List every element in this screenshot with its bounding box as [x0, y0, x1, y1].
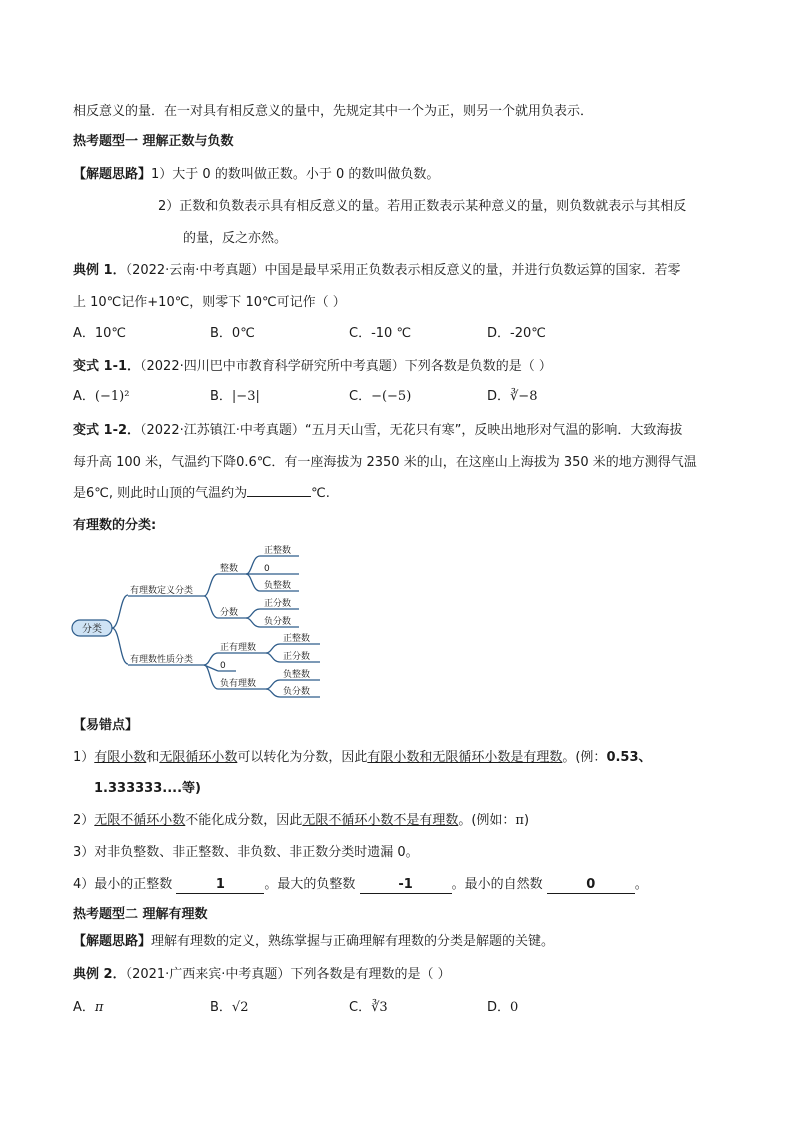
- pos-rational-label: 正有理数: [220, 643, 257, 653]
- smallest-natural-number-blank[interactable]: 0: [547, 877, 635, 894]
- tip-line-2a: 2）正数和负数表示具有相反意义的量。若用正数表示某种意义的量，则负数就表示与其相反: [158, 199, 687, 214]
- example-2-option-c[interactable]: [349, 999, 388, 1017]
- neg-rational-label: 负有理数: [220, 679, 257, 689]
- error-4-text-c: 。最小的自然数: [451, 877, 543, 892]
- example-1-option-b[interactable]: B．0℃: [210, 326, 255, 341]
- edge-root-prop: [112, 628, 128, 664]
- error-1-end: 。(例：: [562, 750, 607, 765]
- answer-blank[interactable]: [247, 496, 311, 497]
- option-letter: D．: [487, 1000, 511, 1015]
- pi-symbol: π: [515, 813, 524, 828]
- edge-root-def: [112, 595, 128, 628]
- error-2-conclusion: 无限不循环小数不是有理数: [302, 813, 459, 828]
- variant-1-1-label: 变式 1-1．: [73, 359, 141, 374]
- error-4-line: [73, 876, 648, 894]
- pos-frac-label: 正分数: [264, 599, 292, 609]
- example-1-line-a: [73, 262, 680, 280]
- error-1-line-a: [73, 749, 652, 767]
- option-math: ∛3: [371, 1000, 388, 1015]
- neg-int-b-label: 负整数: [283, 670, 311, 680]
- tip-label: 【解题思路】: [73, 167, 152, 182]
- neg-frac-label: 负分数: [264, 617, 292, 627]
- variant-1-2-label: 变式 1-2．: [73, 423, 141, 438]
- edge-fraction-pos: [246, 609, 260, 618]
- option-math: −(−5): [371, 389, 412, 404]
- error-2-close: ): [523, 813, 530, 828]
- pos-int-b-label: 正整数: [283, 634, 311, 644]
- example-2-option-a[interactable]: [73, 999, 103, 1017]
- error-4-text-a: 4）最小的正整数: [73, 877, 173, 892]
- variant-1-1-source: （2022·四川巴中市教育科学研究所中考真题）: [140, 359, 405, 374]
- fraction-label: 分数: [220, 608, 239, 618]
- variant-1-1-line: [73, 358, 552, 376]
- edge-integer-pos: [246, 556, 260, 574]
- largest-negative-integer-blank[interactable]: -1: [360, 877, 452, 894]
- variant-1-1-option-a[interactable]: [73, 388, 129, 406]
- error-3-line: 3）对非负整数、非正整数、非负数、非正数分类时遗漏 0。: [73, 845, 419, 860]
- option-math: √2: [231, 1000, 249, 1015]
- section-2-tip-line: [73, 933, 554, 951]
- option-letter: A．: [73, 1000, 95, 1015]
- section-heading-1: 热考题型一 理解正数与负数: [73, 134, 234, 149]
- error-2-term: 无限不循环小数: [94, 813, 186, 828]
- neg-int-label: 负整数: [264, 581, 292, 591]
- errors-heading: 【易错点】: [73, 718, 139, 733]
- tip-line-1: [73, 166, 439, 184]
- pos-int-label: 正整数: [264, 546, 292, 556]
- example-2-text: 下列各数是有理数的是（ ）: [290, 967, 451, 982]
- branch-prop-label: 有理数性质分类: [130, 655, 194, 665]
- intro-line: 相反意义的量．在一对具有相反意义的量中，先规定其中一个为正，则另一个就用负表示．: [73, 104, 594, 119]
- edge-negrat-frac: [266, 689, 280, 697]
- example-2-option-b[interactable]: [210, 999, 248, 1017]
- error-2-prefix: 2）: [73, 813, 95, 828]
- variant-1-1-option-c[interactable]: [349, 388, 411, 406]
- root-label: 分类: [82, 624, 102, 635]
- variant-1-2-unit: ℃.: [311, 486, 330, 501]
- option-letter: C．: [349, 1000, 372, 1015]
- example-1-source: （2022·云南·中考真题）: [125, 263, 265, 278]
- option-math: |−3|: [231, 389, 260, 404]
- variant-1-2-line-b: 每升高 100 米，气温约下降0.6℃．有一座海拔为 2350 米的山，在这座山上海拔为 350 米的地方测得气温: [73, 455, 697, 470]
- example-2-label: 典例 2．: [73, 967, 126, 982]
- error-1-conclusion: 有限小数和无限循环小数是有理数: [367, 750, 563, 765]
- example-1-text-a: 中国是最早采用正负数表示相反意义的量，并进行负数运算的国家．若零: [264, 263, 681, 278]
- edge-posrat-frac: [266, 653, 280, 662]
- error-1-term-2: 无限循环小数: [159, 750, 238, 765]
- error-2-mid: 不能化成分数，因此: [185, 813, 303, 828]
- example-2-line: [73, 966, 451, 984]
- error-1-and: 和: [146, 750, 160, 765]
- example-2-source: （2021·广西来宾·中考真题）: [125, 967, 291, 982]
- classification-heading: 有理数的分类:: [73, 518, 157, 533]
- error-2-end: 。(例如：: [458, 813, 516, 828]
- branch-def-label: 有理数定义分类: [130, 586, 194, 596]
- example-1-label: 典例 1．: [73, 263, 126, 278]
- option-math: ∛−8: [510, 389, 538, 404]
- variant-1-1-option-d[interactable]: [487, 388, 537, 406]
- variant-1-2-source: （2022·江苏镇江·中考真题）: [140, 423, 305, 438]
- tip-line-2b: 的量，反之亦然。: [183, 231, 288, 246]
- variant-1-2-text-a: “五月天山雪，无花只有寒”，反映出地形对气温的影响．大致海拔: [304, 423, 683, 438]
- variant-1-2-line-a: [73, 422, 682, 440]
- neg-frac-b-label: 负分数: [283, 687, 311, 697]
- zero-b-label: 0: [220, 661, 226, 671]
- error-4-text-d: 。: [634, 877, 648, 892]
- option-letter: D．: [487, 389, 511, 404]
- error-1-example-a: 0.53、: [606, 750, 652, 765]
- smallest-positive-integer-blank[interactable]: 1: [176, 877, 264, 894]
- section-heading-2: 热考题型二 理解有理数: [73, 907, 208, 922]
- edge-prop-pos: [204, 653, 218, 665]
- tip-text-1: 1）大于 0 的数叫做正数。小于 0 的数叫做负数。: [151, 167, 440, 182]
- variant-1-2-line-c: [73, 485, 330, 503]
- example-1-option-c[interactable]: C．-10 ℃: [349, 326, 412, 341]
- variant-1-1-option-b[interactable]: [210, 388, 260, 406]
- example-2-option-d[interactable]: [487, 999, 518, 1017]
- variant-1-1-text: 下列各数是负数的是（ ）: [404, 359, 552, 374]
- edge-posrat-int: [266, 644, 280, 653]
- variant-1-2-text-c: 是6℃, 则此时山顶的气温约为: [73, 486, 248, 501]
- option-math: (−1)²: [94, 389, 130, 404]
- example-1-option-d[interactable]: D．-20℃: [487, 326, 546, 341]
- example-1-option-a[interactable]: A．10℃: [73, 326, 127, 341]
- zero-a-label: 0: [264, 564, 270, 574]
- error-1-mid: 可以转化为分数，因此: [237, 750, 368, 765]
- option-math: π: [94, 1000, 104, 1015]
- example-1-line-b: 上 10℃记作+10℃，则零下 10℃可记作（ ）: [73, 295, 346, 310]
- edge-fraction-neg: [246, 618, 260, 627]
- option-math: 0: [510, 1000, 519, 1015]
- error-1-prefix: 1）: [73, 750, 95, 765]
- tip-label: 【解题思路】: [73, 934, 152, 949]
- edge-def-integer: [204, 574, 218, 596]
- error-1-line-b: 1.333333....等): [94, 781, 201, 796]
- option-letter: C．: [349, 389, 372, 404]
- edge-def-fraction: [204, 596, 218, 618]
- pos-frac-b-label: 正分数: [283, 652, 311, 662]
- error-4-text-b: 。最大的负整数: [264, 877, 356, 892]
- section-2-tip-text: 理解有理数的定义，熟练掌握与正确理解有理数的分类是解题的关键。: [151, 934, 555, 949]
- integer-label: 整数: [220, 564, 239, 574]
- edge-negrat-int: [266, 680, 280, 689]
- option-letter: A．: [73, 389, 95, 404]
- error-1-term-1: 有限小数: [94, 750, 147, 765]
- option-letter: B．: [210, 1000, 232, 1015]
- edge-integer-neg: [246, 574, 260, 591]
- option-letter: B．: [210, 389, 232, 404]
- error-2-line: [73, 812, 529, 830]
- classification-tree: [68, 540, 333, 705]
